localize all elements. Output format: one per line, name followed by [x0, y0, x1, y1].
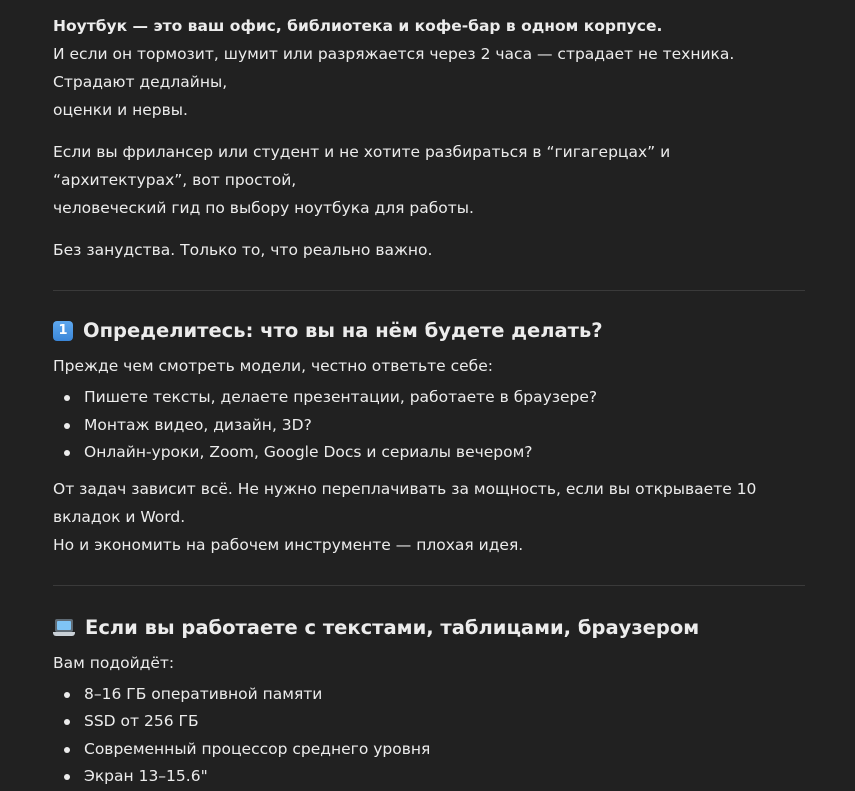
list-item: Современный процессор среднего уровня — [53, 736, 805, 764]
intro-paragraph-line: И если он тормозит, шумит или разряжается через 2 часа — страдает не техника. Страдают дедлайны, — [53, 45, 735, 91]
intro-paragraph-line: оценки и нервы. — [53, 101, 188, 119]
intro-paragraph-2-line: Если вы фрилансер или студент и не хотите разбираться в “гигагерцах” и “архитектурах”, вот простой, — [53, 143, 671, 189]
section-2-list — [53, 681, 805, 791]
intro-paragraph-2-line: человеческий гид по выбору ноутбука для работы. — [53, 199, 474, 217]
section-1-lead: Прежде чем смотреть модели, честно ответьте себе: — [53, 357, 493, 375]
section-2-heading — [53, 613, 805, 643]
list-item: Экран 13–15.6" — [53, 763, 805, 791]
list-item: Пишете тексты, делаете презентации, работаете в браузере? — [53, 384, 805, 412]
article — [53, 12, 805, 791]
list-item: Монтаж видео, дизайн, 3D? — [53, 412, 805, 440]
intro-title: Ноутбук — это ваш офис, библиотека и кофе-бар в одном корпусе. — [53, 17, 663, 35]
keycap-one-icon: 1 — [53, 321, 73, 341]
divider — [53, 290, 805, 291]
divider — [53, 585, 805, 586]
intro-paragraph-3: Без занудства. Только то, что реально важно. — [53, 241, 433, 259]
list-item: SSD от 256 ГБ — [53, 708, 805, 736]
section-2-title: Если вы работаете с текстами, таблицами, браузером — [85, 615, 700, 639]
section-1-title: Определитесь: что вы на нём будете делать? — [83, 319, 603, 342]
section-2-lead: Вам подойдёт: — [53, 653, 175, 672]
section-1-list — [53, 384, 805, 467]
laptop-icon — [53, 618, 75, 638]
section-1-outro-line: От задач зависит всё. Не нужно переплачивать за мощность, если вы открываете 10 вкладок и Word. — [53, 479, 757, 526]
section-1-heading — [53, 316, 805, 346]
list-item: Онлайн-уроки, Zoom, Google Docs и сериалы вечером? — [53, 439, 805, 467]
list-item: 8–16 ГБ оперативной памяти — [53, 681, 805, 709]
section-1-outro-line: Но и экономить на рабочем инструменте — плохая идея. — [53, 535, 524, 554]
